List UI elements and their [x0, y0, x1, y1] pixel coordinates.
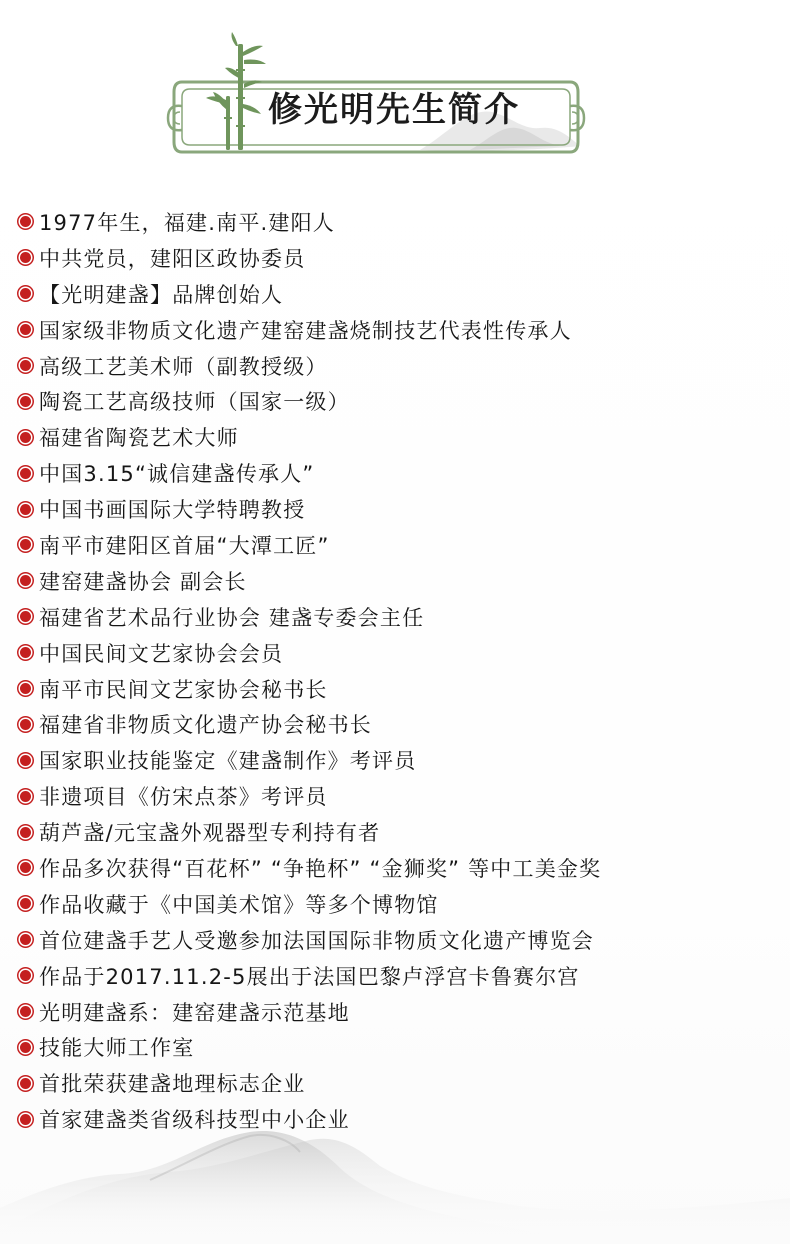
bullet-icon	[20, 719, 31, 730]
list-item	[14, 204, 784, 240]
bullet-icon	[20, 324, 31, 335]
bullet-icon	[20, 862, 31, 873]
bullet-icon	[20, 898, 31, 909]
bullet-icon	[20, 683, 31, 694]
list-item-text: 作品多次获得“百花杯” “争艳杯” “金狮奖” 等中工美金奖	[39, 856, 602, 881]
bamboo-icon	[206, 32, 266, 150]
list-item-text: 南平市建阳区首届“大潭工匠”	[39, 533, 330, 558]
list-item	[14, 742, 784, 778]
bullet-icon	[20, 934, 31, 945]
list-item-text: 首位建盏手艺人受邀参加法国国际非物质文化遗产博览会	[39, 928, 594, 953]
page-title: 修光明先生简介	[268, 90, 520, 130]
list-item-text: 1977年生，福建.南平.建阳人	[39, 210, 335, 235]
bullet-icon	[20, 575, 31, 586]
list-item	[14, 348, 784, 384]
bullet-icon	[20, 647, 31, 658]
list-item	[14, 491, 784, 527]
list-item	[14, 778, 784, 814]
list-item-text: 作品于2017.11.2-5展出于法国巴黎卢浮宫卡鲁赛尔宫	[39, 964, 580, 989]
list-item-text: 高级工艺美术师（副教授级）	[39, 354, 328, 379]
list-item-text: 【光明建盏】品牌创始人	[39, 282, 284, 307]
list-item	[14, 276, 784, 312]
list-item	[14, 635, 784, 671]
bullet-icon	[20, 360, 31, 371]
list-item	[14, 671, 784, 707]
list-item	[14, 922, 784, 958]
bullet-icon	[20, 791, 31, 802]
list-item-text: 陶瓷工艺高级技师（国家一级）	[39, 390, 350, 415]
bullet-icon	[20, 755, 31, 766]
list-item-text: 葫芦盏/元宝盏外观器型专利持有者	[39, 821, 381, 846]
list-item-text: 中国书画国际大学特聘教授	[39, 498, 306, 523]
title-banner	[0, 0, 790, 190]
list-item-text: 福建省艺术品行业协会 建盏专委会主任	[39, 605, 425, 630]
list-item-text: 福建省非物质文化遗产协会秘书长	[39, 713, 372, 738]
list-item	[14, 563, 784, 599]
list-item-text: 非遗项目《仿宋点茶》考评员	[39, 785, 328, 810]
ink-mountains-decoration	[0, 1080, 790, 1244]
list-item	[14, 383, 784, 419]
list-item	[14, 419, 784, 455]
list-item	[14, 599, 784, 635]
bullet-icon	[20, 216, 31, 227]
list-item-text: 中国3.15“诚信建盏传承人”	[39, 462, 315, 487]
list-item-text: 国家级非物质文化遗产建窑建盏烧制技艺代表性传承人	[39, 318, 572, 343]
bullet-icon	[20, 468, 31, 479]
list-item	[14, 1029, 784, 1065]
list-item-text: 福建省陶瓷艺术大师	[39, 426, 239, 451]
list-item-text: 南平市民间文艺家协会秘书长	[39, 677, 328, 702]
list-item	[14, 312, 784, 348]
list-item-text: 国家职业技能鉴定《建盏制作》考评员	[39, 749, 417, 774]
list-item-text: 技能大师工作室	[39, 1036, 195, 1061]
list-item-text: 中共党员，建阳区政协委员	[39, 246, 306, 271]
bullet-icon	[20, 611, 31, 622]
list-item-text: 建窑建盏协会 副会长	[39, 569, 247, 594]
bullet-icon	[20, 827, 31, 838]
list-item-text: 光明建盏系：建窑建盏示范基地	[39, 1000, 350, 1025]
list-item	[14, 994, 784, 1030]
bullet-icon	[20, 539, 31, 550]
bullet-icon	[20, 432, 31, 443]
bullet-icon	[20, 396, 31, 407]
list-item-text: 中国民间文艺家协会会员	[39, 641, 284, 666]
list-item	[14, 958, 784, 994]
list-item	[14, 886, 784, 922]
list-item	[14, 706, 784, 742]
bullet-icon	[20, 252, 31, 263]
bullet-icon	[20, 970, 31, 981]
list-item	[14, 455, 784, 491]
bullet-icon	[20, 504, 31, 515]
bullet-icon	[20, 1042, 31, 1053]
biography-list	[14, 204, 784, 1137]
list-item	[14, 850, 784, 886]
list-item	[14, 814, 784, 850]
list-item-text: 首家建盏类省级科技型中小企业	[39, 1108, 350, 1133]
list-item	[14, 527, 784, 563]
list-item-text: 作品收藏于《中国美术馆》等多个博物馆	[39, 892, 439, 917]
bullet-icon	[20, 1006, 31, 1017]
list-item-text: 首批荣获建盏地理标志企业	[39, 1072, 306, 1097]
bullet-icon	[20, 288, 31, 299]
list-item	[14, 240, 784, 276]
